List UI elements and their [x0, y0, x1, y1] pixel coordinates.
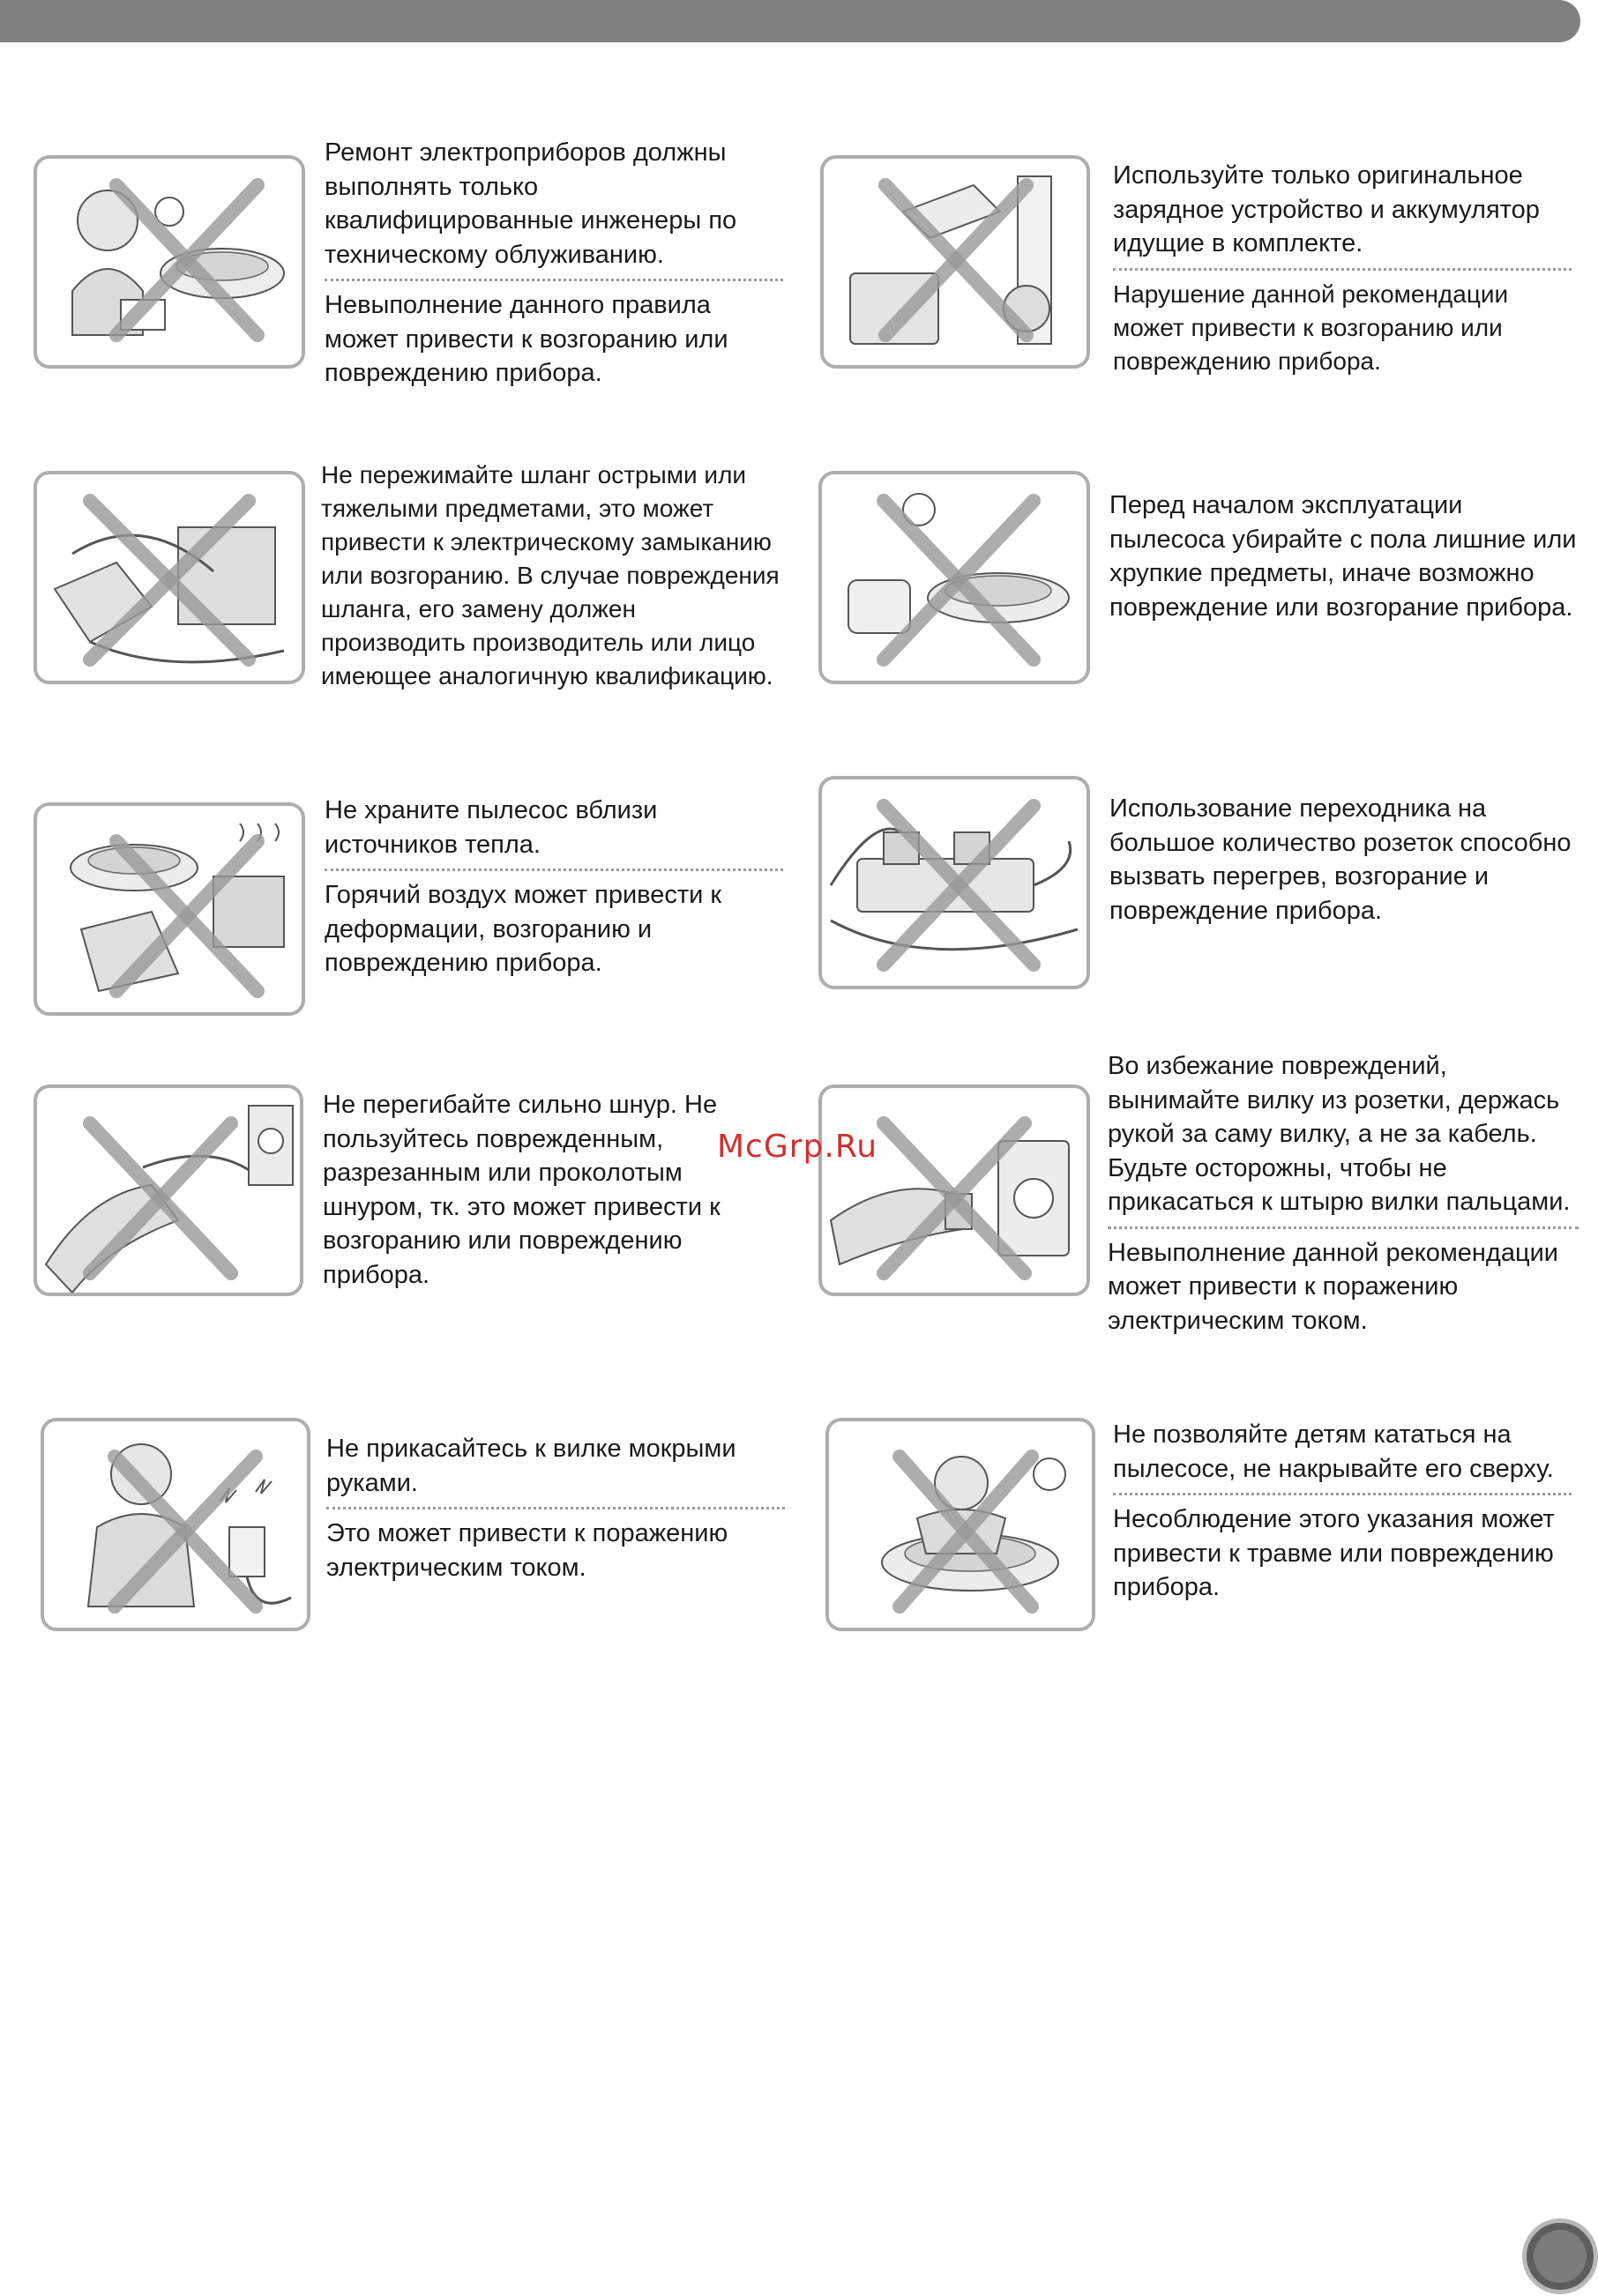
warning-text-7 — [323, 1088, 764, 1292]
dotted-divider — [1113, 1493, 1572, 1495]
illustration-children-riding — [825, 1418, 1095, 1631]
illustration-clear-floor — [818, 471, 1090, 684]
illustration-repair-warning — [34, 155, 305, 369]
illustration-hose-pinch — [34, 471, 305, 684]
illustration-original-charger — [820, 155, 1090, 369]
warning-text-6 — [1109, 792, 1577, 928]
warning-main: Не пережимайте шланг острыми или тяжелыми предметами, это может привести к электрическому замыканию или возгоранию. В случае повреждения шланга, его замену должен производить производитель или лицо имеющее аналогичную квалификацию. — [321, 461, 780, 690]
warning-text-1 — [325, 136, 783, 391]
warning-main: Не храните пылесос вблизи источников тепла. — [325, 796, 658, 859]
illustration-power-strip — [818, 776, 1090, 989]
warning-text-2 — [1113, 159, 1572, 378]
warning-main: Во избежание повреждений, вынимайте вилку из розетки, держась рукой за саму вилку, а не за кабель. Будьте осторожны, чтобы не прикасаться к штырю вилки пальцами. — [1108, 1052, 1571, 1216]
warning-text-8 — [1108, 1049, 1579, 1338]
illustration-cord-bending — [34, 1085, 303, 1296]
dotted-divider — [1113, 268, 1572, 271]
warning-main: Ремонт электроприборов должны выполнять только квалифицированные инженеры по техническому облуживанию. — [325, 138, 737, 269]
warning-note: Горячий воздух может привести к деформации, возгоранию и повреждению прибора. — [325, 881, 722, 977]
warning-note: Невыполнение данной рекомендации может привести к поражению электрическим током. — [1108, 1238, 1558, 1335]
page-number-badge-inner — [1534, 2230, 1587, 2283]
warning-note: Несоблюдение этого указания может привести к травме или повреждению прибора. — [1113, 1505, 1555, 1601]
warning-main: Не прикасайтесь к вилке мокрыми руками. — [326, 1435, 736, 1497]
dotted-divider — [326, 1507, 785, 1510]
warning-main: Не позволяйте детям кататься на пылесосе, не накрывайте его сверху. — [1113, 1420, 1554, 1483]
warning-text-5 — [325, 794, 783, 980]
warning-note: Это может привести к поражению электрическим током. — [326, 1519, 728, 1582]
warning-note: Нарушение данной рекомендации может привести к возгоранию или повреждению прибора. — [1113, 280, 1509, 375]
header-bar — [0, 0, 1580, 42]
dotted-divider — [325, 868, 783, 871]
dotted-divider — [1108, 1226, 1579, 1229]
watermark: McGrp.Ru — [717, 1129, 878, 1165]
warning-main: Перед началом эксплуатации пылесоса убирайте с пола лишние или хрупкие предметы, иначе возможно повреждение или возгорание прибора. — [1109, 491, 1577, 622]
warning-main: Не перегибайте сильно шнур. Не пользуйтесь поврежденным, разрезанным или проколотым шнуром, тк. это может привести к возгоранию или повреждению прибора. — [323, 1091, 721, 1289]
page-number-badge — [1522, 2218, 1598, 2294]
illustration-heat-source — [34, 802, 305, 1016]
warning-text-4 — [1109, 488, 1577, 624]
warning-text-9 — [326, 1432, 785, 1584]
warning-main: Используйте только оригинальное зарядное устройство и аккумулятор идущие в комплекте. — [1113, 161, 1540, 257]
warning-note: Невыполнение данного правила может привести к возгоранию или повреждению прибора. — [325, 291, 728, 387]
illustration-unplug-by-plug — [818, 1085, 1090, 1296]
warning-main: Использование переходника на большое количество розеток способно вызвать перегрев, возгорание и повреждение прибора. — [1109, 794, 1572, 925]
warning-text-10 — [1113, 1418, 1572, 1605]
warning-text-3 — [321, 458, 780, 693]
illustration-wet-hands — [41, 1418, 310, 1631]
dotted-divider — [325, 279, 783, 281]
